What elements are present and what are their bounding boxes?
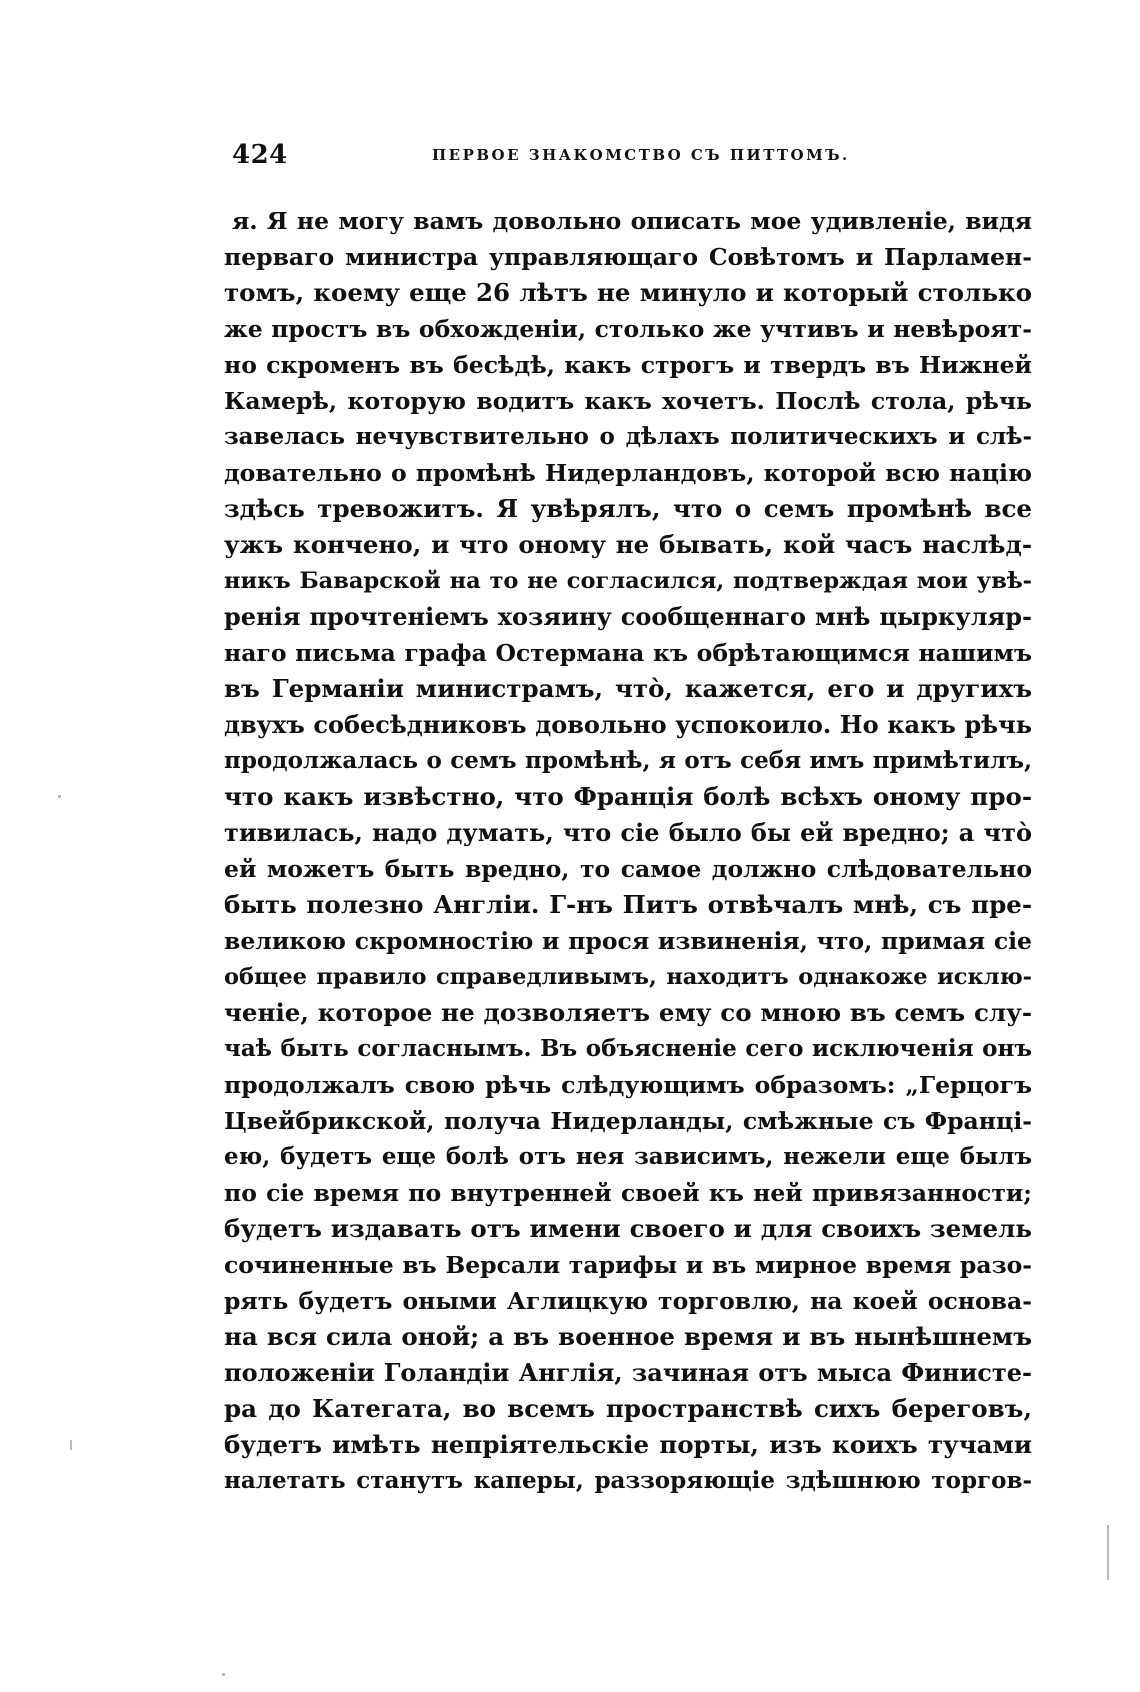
text-line: томъ, коему еще 26 лѣтъ не минуло и который столько bbox=[224, 278, 1032, 307]
running-head bbox=[232, 140, 1032, 180]
scan-speck bbox=[70, 1440, 72, 1450]
text-line: продолжалъ свою рѣчь слѣдующимъ образомъ: „Герцогъ bbox=[224, 1071, 1032, 1099]
running-title: ПЕРВОЕ ЗНАКОМСТВО СЪ ПИТТОМЪ. bbox=[432, 146, 850, 164]
scan-speck bbox=[222, 1673, 225, 1676]
text-line: быть полезно Англіи. Г-нъ Питъ отвѣчалъ мнѣ, съ пре- bbox=[224, 890, 1032, 919]
text-line: ра до Категата, во всемъ пространствѣ сихъ береговъ, bbox=[224, 1394, 1032, 1423]
text-line: великою скромностію и прося извиненія, что, примая сіе bbox=[224, 927, 1032, 955]
text-line: ренія прочтеніемъ хозяину сообщеннаго мнѣ цыркуляр- bbox=[224, 602, 1032, 631]
text-line: ей можетъ быть вредно, то самое должно слѣдовательно bbox=[224, 855, 1032, 883]
text-line: рять будетъ оными Аглицкую торговлю, на коей основа- bbox=[224, 1287, 1032, 1315]
text-line: будетъ издавать отъ имени своего и для своихъ земель bbox=[224, 1214, 1032, 1243]
text-line: довательно о промѣнѣ Нидерландовъ, которой всю націю bbox=[224, 459, 1032, 487]
scan-speck bbox=[58, 795, 61, 798]
text-line: тивилась, надо думать, что сіе было бы ей вредно; а что̀ bbox=[224, 818, 1032, 847]
text-line: по сіе время по внутренней своей къ ней привязанности; bbox=[224, 1179, 1032, 1207]
text-line: будетъ имѣть непріятельскіе порты, изъ коихъ тучами bbox=[224, 1430, 1032, 1459]
text-line: въ Германіи министрамъ, что̀, кажется, его и другихъ bbox=[224, 674, 1032, 703]
text-line: Цвейбрикской, получа Нидерланды, смѣжные съ Франці- bbox=[224, 1107, 1032, 1135]
scan-edge-mark bbox=[1107, 1525, 1109, 1580]
text-line: ужъ кончено, и что оному не бывать, кой часъ наслѣд- bbox=[224, 530, 1032, 559]
text-line: же простъ въ обхожденіи, столько же учтивъ и невѣроят- bbox=[224, 315, 1032, 343]
text-line: на вся сила оной; а въ военное время и въ нынѣшнемъ bbox=[224, 1322, 1032, 1351]
text-line: двухъ собесѣдниковъ довольно успокоило. Но какъ рѣчь bbox=[224, 710, 1032, 739]
text-line: Камерѣ, которую водитъ какъ хочетъ. Послѣ стола, рѣчь bbox=[224, 387, 1032, 415]
text-line: здѣсь тревожитъ. Я увѣрялъ, что о семъ промѣнѣ все bbox=[224, 494, 1032, 523]
text-line: что какъ извѣстно, что Франція болѣ всѣхъ оному про- bbox=[224, 782, 1032, 811]
text-line: общее правило справедливымъ, находитъ однакоже исклю- bbox=[224, 964, 1032, 990]
text-line: завелась нечувствительно о дѣлахъ политическихъ и слѣ- bbox=[224, 423, 1032, 450]
text-line: но скроменъ въ бесѣдѣ, какъ строгъ и твердъ въ Нижней bbox=[224, 351, 1032, 379]
text-line: чаѣ быть согласнымъ. Въ объясненіе сего исключенія онъ bbox=[224, 1035, 1032, 1062]
body-text bbox=[224, 203, 1032, 1499]
page-number: 424 bbox=[232, 140, 288, 170]
text-line: перваго министра управляющаго Совѣтомъ и Парламен- bbox=[224, 243, 1032, 271]
text-line: положеніи Голандіи Англія, зачиная отъ мыса Финисте- bbox=[224, 1358, 1032, 1387]
text-line: наго письма графа Остермана къ обрѣтающимся нашимъ bbox=[224, 639, 1032, 667]
text-line: никъ Баварской на то не согласился, подтверждая мои увѣ- bbox=[224, 568, 1032, 594]
text-line: сочиненные въ Версали тарифы и въ мирное время разо- bbox=[224, 1251, 1032, 1279]
text-line: налетать станутъ каперы, раззоряющіе здѣшнюю торгов- bbox=[224, 1467, 1032, 1494]
text-line: ею, будетъ еще болѣ отъ нея зависимъ, нежели еще былъ bbox=[224, 1143, 1032, 1170]
text-line: я. Я не могу вамъ довольно описать мое удивленіе, видя bbox=[232, 207, 1032, 235]
text-line: ченіе, которое не дозволяетъ ему со мною въ семъ слу- bbox=[224, 998, 1032, 1027]
text-line: продолжалась о семъ промѣнѣ, я отъ себя имъ примѣтилъ, bbox=[224, 747, 1032, 774]
